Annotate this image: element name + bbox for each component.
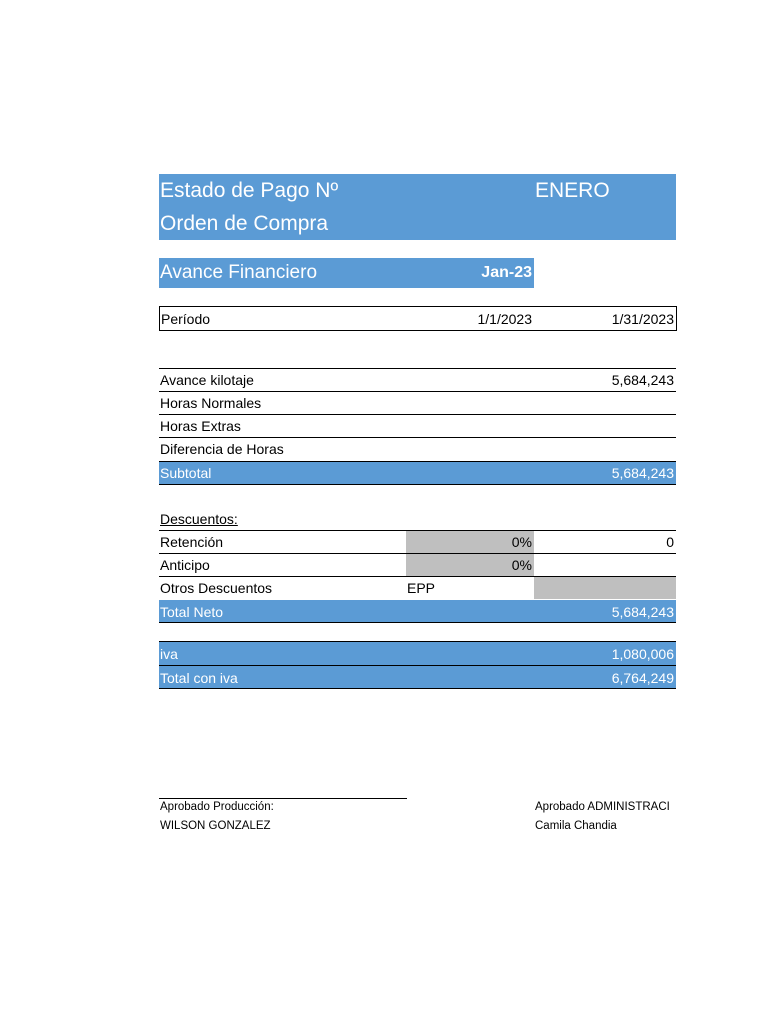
retencion-pct: 0%	[511, 534, 532, 550]
anticipo-pct: 0%	[511, 557, 532, 573]
item-label: Avance kilotaje	[160, 372, 254, 388]
otros-note: EPP	[407, 580, 436, 596]
signature-right-name: Camila Chandia	[535, 820, 617, 832]
header-title: Estado de Pago Nº	[160, 179, 339, 202]
total-con-iva-label: Total con iva	[160, 670, 238, 686]
subtotal-label: Subtotal	[160, 465, 212, 481]
avance-date: Jan-23	[481, 264, 532, 281]
retencion-label: Retención	[160, 534, 224, 550]
total-neto-label: Total Neto	[160, 604, 224, 620]
header-month: ENERO	[535, 179, 610, 202]
descuentos-title: Descuentos:	[160, 511, 238, 527]
item-label: Horas Normales	[160, 395, 262, 411]
item-label: Horas Extras	[160, 418, 241, 434]
retencion-value: 0	[666, 534, 674, 550]
otros-label: Otros Descuentos	[160, 580, 273, 596]
signature-left-title: Aprobado Producción:	[160, 801, 274, 813]
periodo-label: Período	[161, 311, 211, 327]
periodo-end: 1/31/2023	[611, 311, 674, 327]
otros-value-cell	[534, 577, 676, 599]
iva-label: iva	[160, 646, 178, 662]
signature-right-title: Aprobado ADMINISTRACI	[535, 801, 670, 813]
anticipo-label: Anticipo	[160, 557, 210, 573]
signature-left-name: WILSON GONZALEZ	[160, 820, 271, 832]
avance-label: Avance Financiero	[160, 262, 318, 283]
periodo-start: 1/1/2023	[477, 311, 532, 327]
iva-value: 1,080,006	[611, 646, 674, 662]
header-subtitle: Orden de Compra	[160, 212, 329, 235]
item-value: 5,684,243	[611, 372, 674, 388]
total-neto-value: 5,684,243	[611, 604, 674, 620]
total-con-iva-value: 6,764,249	[611, 670, 674, 686]
item-label: Diferencia de Horas	[160, 441, 284, 457]
subtotal-value: 5,684,243	[611, 465, 674, 481]
